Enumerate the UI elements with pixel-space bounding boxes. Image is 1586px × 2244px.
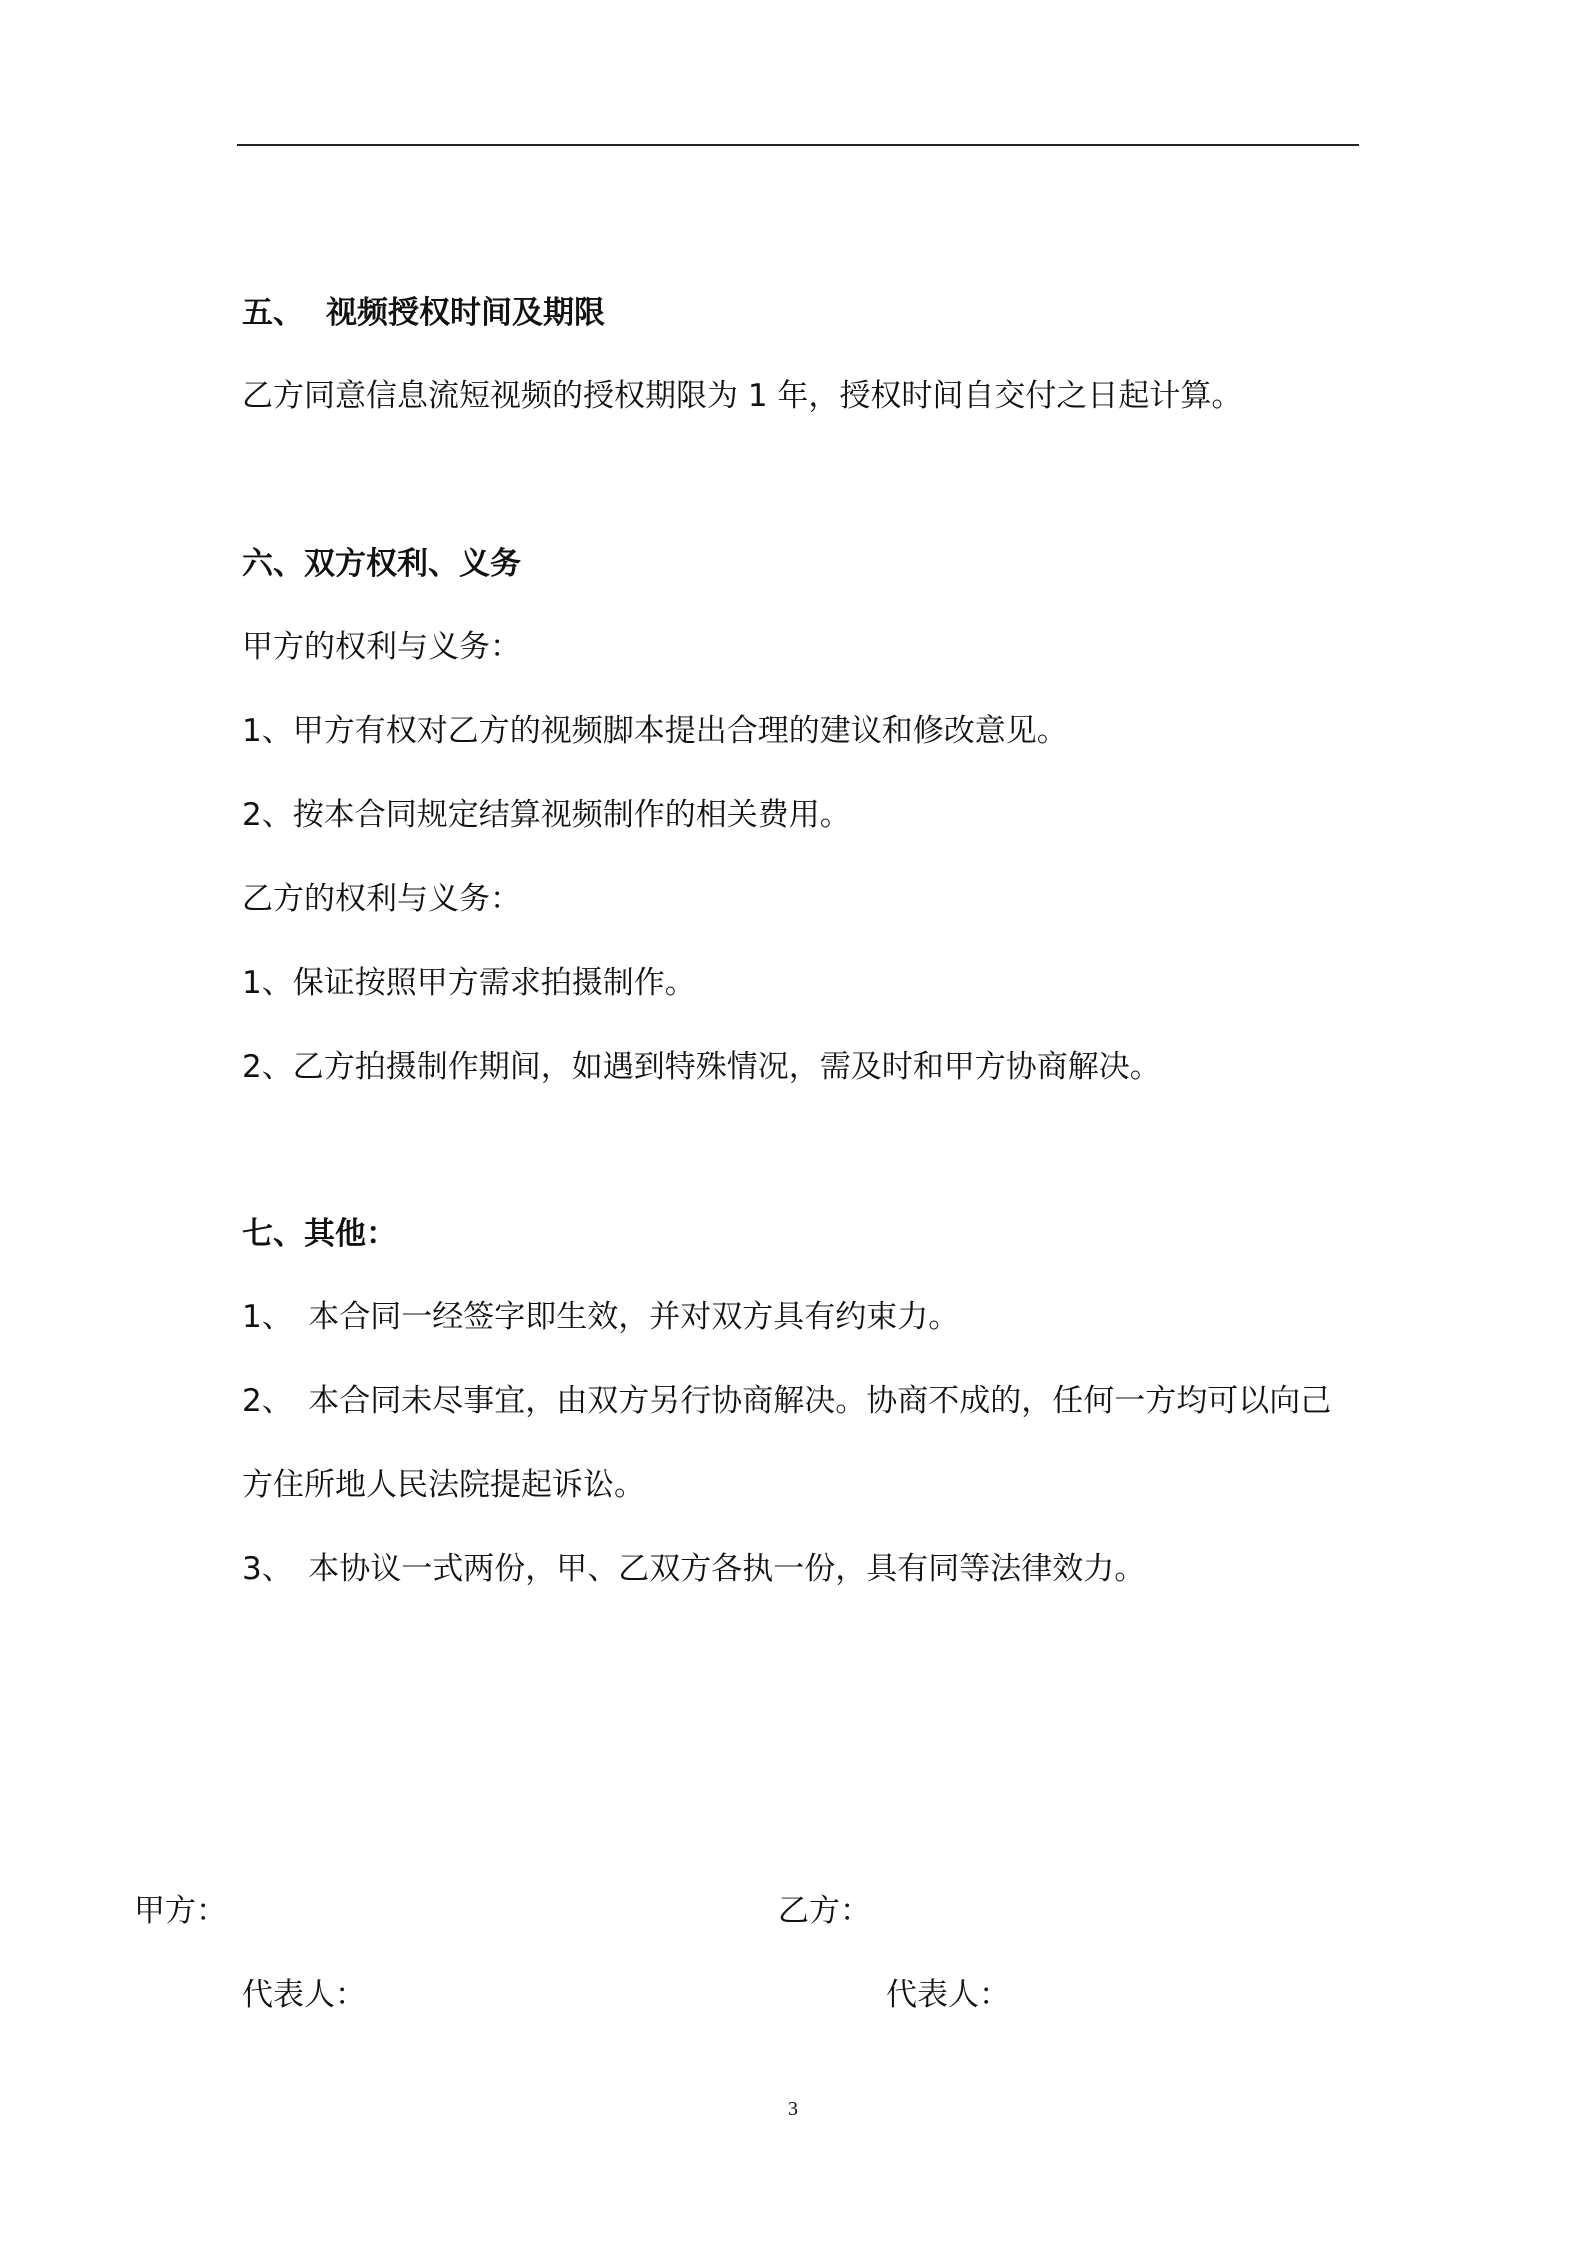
other-item-3: 3、 本协议一式两份，甲、乙双方各执一份，具有同等法律效力。	[242, 1551, 1146, 1587]
header-rule	[237, 144, 1359, 146]
other-item-1: 1、 本合同一经签字即生效，并对双方具有约束力。	[242, 1299, 960, 1335]
party-a-rights-title: 甲方的权利与义务：	[242, 629, 521, 665]
other-item-2-line-2: 方住所地人民法院提起诉讼。	[242, 1467, 645, 1503]
party-a-representative-label: 代表人：	[242, 1977, 366, 2013]
section-5-number: 五、	[242, 295, 304, 331]
section-5-heading	[242, 293, 605, 333]
party-b-representative-label: 代表人：	[886, 1977, 1010, 2013]
page-number: 3	[788, 2098, 798, 2120]
party-a-right-1: 1、甲方有权对乙方的视频脚本提出合理的建议和修改意见。	[242, 713, 1068, 749]
section-7-heading: 七、其他：	[242, 1216, 397, 1252]
party-a-label: 甲方：	[134, 1893, 227, 1929]
party-b-rights-title: 乙方的权利与义务：	[242, 881, 521, 917]
party-b-label: 乙方：	[778, 1893, 871, 1929]
section-5-title: 视频授权时间及期限	[326, 295, 605, 331]
party-a-right-2: 2、按本合同规定结算视频制作的相关费用。	[242, 797, 851, 833]
party-b-right-2: 2、乙方拍摄制作期间，如遇到特殊情况，需及时和甲方协商解决。	[242, 1049, 1161, 1085]
section-5-paragraph: 乙方同意信息流短视频的授权期限为 1 年，授权时间自交付之日起计算。	[242, 378, 1243, 414]
section-6-heading: 六、双方权利、义务	[242, 546, 521, 582]
party-b-right-1: 1、保证按照甲方需求拍摄制作。	[242, 965, 696, 1001]
other-item-2-line-1: 2、 本合同未尽事宜，由双方另行协商解决。协商不成的，任何一方均可以向己	[242, 1383, 1332, 1419]
